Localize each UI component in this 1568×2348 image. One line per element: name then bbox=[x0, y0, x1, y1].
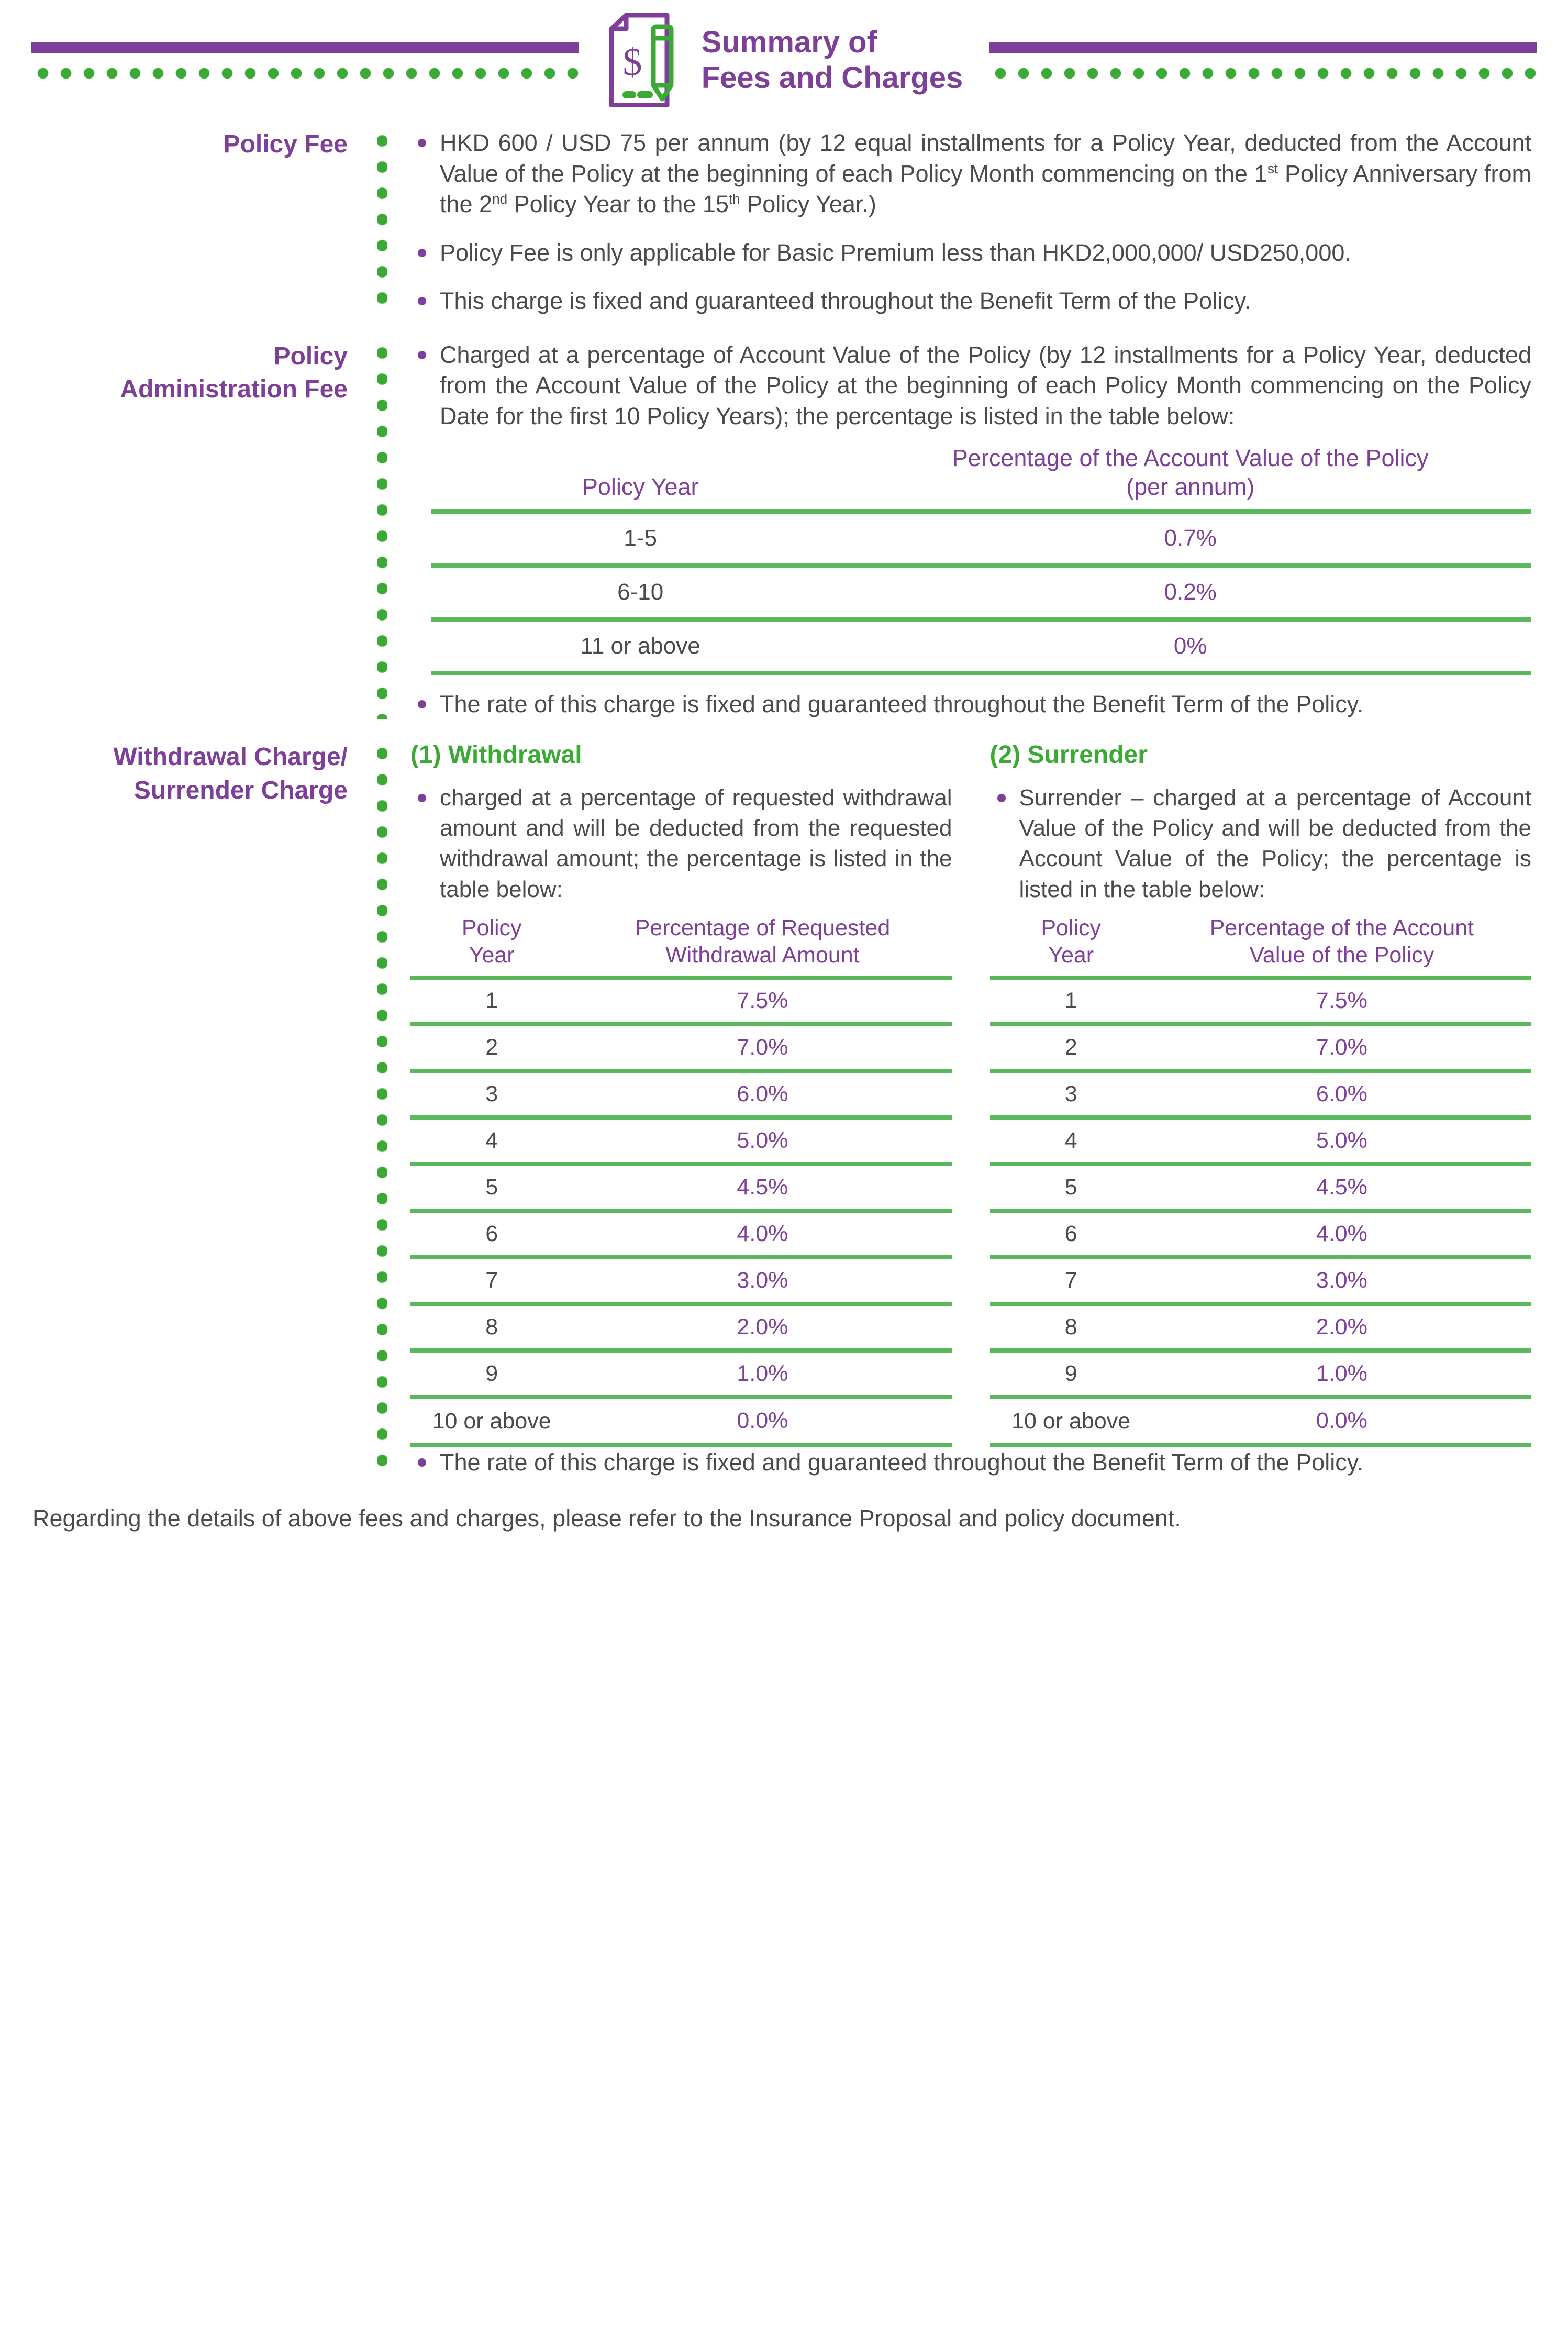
footer-note: Regarding the details of above fees and charges, please refer to the Insurance Proposal and policy document. bbox=[32, 1505, 1181, 1532]
header-rule-left bbox=[31, 42, 600, 79]
cell-percentage: 7.0% bbox=[1152, 1024, 1531, 1071]
list-item: Surrender – charged at a percentage of Account Value of the Policy and will be deducted from the Account Value of the Policy; the percentage is listed in the table below: bbox=[990, 783, 1532, 904]
table-row bbox=[431, 511, 1531, 565]
column-header-percentage-line-1: Percentage of the Account Value of the Policy bbox=[952, 445, 1429, 471]
cell-policy-year: 8 bbox=[410, 1304, 573, 1350]
header-center bbox=[600, 13, 969, 107]
cell-policy-year: 6 bbox=[410, 1211, 573, 1257]
table-row bbox=[410, 1211, 952, 1257]
header-dotted-rule-left bbox=[31, 68, 579, 79]
withdrawal-surrender-columns bbox=[410, 740, 1531, 1447]
section-body-policy-fee bbox=[398, 128, 1537, 317]
section-label-policy-fee: Policy Fee bbox=[223, 130, 348, 158]
page-title-line-1: Summary of bbox=[701, 25, 877, 59]
cell-percentage: 1.0% bbox=[1152, 1350, 1531, 1397]
policy-fee-bullet-list bbox=[410, 128, 1531, 317]
header-solid-rule-left bbox=[31, 42, 579, 53]
column-header-percentage-line-2: Value of the Policy bbox=[1249, 943, 1434, 968]
section-divider bbox=[366, 740, 398, 1478]
subheading-withdrawal: (1) Withdrawal bbox=[410, 741, 582, 769]
cell-policy-year: 1 bbox=[410, 978, 573, 1024]
column-header-percentage bbox=[1152, 912, 1531, 978]
table-header-row bbox=[410, 912, 952, 978]
svg-text:$: $ bbox=[622, 41, 642, 84]
list-item: Policy Fee is only applicable for Basic Premium less than HKD2,000,000/ USD250,000. bbox=[410, 238, 1531, 269]
cell-percentage: 2.0% bbox=[1152, 1304, 1531, 1350]
column-header-policy-year bbox=[410, 912, 573, 978]
list-item: charged at a percentage of requested withdrawal amount and will be deducted from the requested withdrawal amount; the percentage is listed in the table below: bbox=[410, 783, 952, 904]
policy-administration-fee-table-body bbox=[431, 511, 1531, 673]
withdrawal-column bbox=[410, 740, 952, 1447]
document-dollar-pencil-icon bbox=[605, 13, 684, 107]
cell-percentage: 1.0% bbox=[573, 1350, 952, 1397]
section-policy-administration-fee bbox=[31, 317, 1537, 720]
cell-percentage: 3.0% bbox=[1152, 1257, 1531, 1304]
column-header-percentage-line-2: (per annum) bbox=[1126, 473, 1255, 500]
table-header-row bbox=[431, 441, 1531, 511]
cell-policy-year: 10 or above bbox=[410, 1397, 573, 1445]
cell-percentage: 0.7% bbox=[849, 511, 1531, 565]
table-row bbox=[410, 1071, 952, 1117]
column-header-policy-year: Policy Year bbox=[582, 473, 699, 500]
column-header-policy-year-line-1: Policy bbox=[461, 915, 522, 940]
section-policy-fee bbox=[31, 120, 1537, 317]
document-body bbox=[0, 120, 1568, 1478]
table-row bbox=[990, 1304, 1532, 1350]
table-row bbox=[410, 1164, 952, 1211]
cell-policy-year: 7 bbox=[990, 1257, 1152, 1304]
cell-policy-year: 2 bbox=[410, 1024, 573, 1071]
section-label-withdrawal-surrender-charge bbox=[31, 740, 366, 807]
table-row bbox=[410, 1117, 952, 1164]
list-item: Charged at a percentage of Account Value of the Policy (by 12 installments for a Policy Year, deducted from the Account Value of the Policy at the beginning of each Policy Month commencing on the Policy Date for the first 10 Policy Years); the percentage is listed in the table below: bbox=[410, 340, 1531, 432]
cell-policy-year: 8 bbox=[990, 1304, 1152, 1350]
table-row bbox=[410, 1024, 952, 1071]
section-body-withdrawal-surrender-charge bbox=[398, 740, 1537, 1478]
table-row bbox=[431, 619, 1531, 673]
section-label-line-1: Policy bbox=[273, 342, 348, 370]
cell-percentage: 4.5% bbox=[1152, 1164, 1531, 1211]
cell-percentage: 5.0% bbox=[573, 1117, 952, 1164]
header-rule-right bbox=[968, 42, 1537, 79]
table-row bbox=[410, 1397, 952, 1445]
cell-percentage: 3.0% bbox=[573, 1257, 952, 1304]
page-header bbox=[0, 0, 1568, 120]
admin-fee-intro-list bbox=[410, 340, 1531, 432]
column-header-percentage bbox=[573, 912, 952, 978]
cell-policy-year: 6 bbox=[990, 1211, 1152, 1257]
column-header-policy-year-line-2: Year bbox=[469, 943, 515, 968]
cell-percentage: 2.0% bbox=[573, 1304, 952, 1350]
surrender-charge-table-body bbox=[990, 978, 1532, 1445]
admin-fee-outro-list bbox=[410, 689, 1531, 720]
withdrawal-surrender-outro-list bbox=[410, 1447, 1531, 1478]
list-item: HKD 600 / USD 75 per annum (by 12 equal installments for a Policy Year, deducted from the Account Value of the Policy at the beginning of each Policy Month commencing on the 1st Policy Anniversary from the 2nd Policy Year to the 15th Policy Year.) bbox=[410, 128, 1531, 220]
list-item: This charge is fixed and guaranteed throughout the Benefit Term of the Policy. bbox=[410, 286, 1531, 317]
dotted-divider-line bbox=[377, 740, 387, 1478]
table-row bbox=[410, 978, 952, 1024]
table-row bbox=[990, 1397, 1532, 1445]
surrender-bullet-list bbox=[990, 783, 1532, 904]
column-header-percentage-line-2: Withdrawal Amount bbox=[665, 943, 860, 968]
cell-percentage: 6.0% bbox=[573, 1071, 952, 1117]
table-row bbox=[431, 565, 1531, 619]
cell-percentage: 7.5% bbox=[573, 978, 952, 1024]
section-label-line-2: Surrender Charge bbox=[134, 776, 348, 804]
table-row bbox=[410, 1350, 952, 1397]
table-row bbox=[990, 1117, 1532, 1164]
table-row bbox=[990, 1071, 1532, 1117]
cell-policy-year: 4 bbox=[410, 1117, 573, 1164]
withdrawal-bullet-list bbox=[410, 783, 952, 904]
table-row bbox=[990, 978, 1532, 1024]
table-row bbox=[990, 1024, 1532, 1071]
section-withdrawal-surrender-charge bbox=[31, 719, 1537, 1478]
section-body-policy-administration-fee bbox=[398, 340, 1537, 720]
table-row bbox=[990, 1257, 1532, 1304]
section-divider bbox=[366, 128, 398, 317]
table-header-row bbox=[990, 912, 1532, 978]
table-row bbox=[990, 1164, 1532, 1211]
cell-policy-year: 1 bbox=[990, 978, 1152, 1024]
column-header-percentage-line-1: Percentage of the Account bbox=[1209, 915, 1474, 940]
cell-policy-year: 2 bbox=[990, 1024, 1152, 1071]
cell-percentage: 4.0% bbox=[573, 1211, 952, 1257]
dotted-divider-line bbox=[377, 128, 387, 317]
table-row bbox=[990, 1211, 1532, 1257]
cell-percentage: 4.5% bbox=[573, 1164, 952, 1211]
section-label-policy-administration-fee bbox=[31, 340, 366, 406]
cell-percentage: 0% bbox=[849, 619, 1531, 673]
cell-policy-year: 9 bbox=[990, 1350, 1152, 1397]
cell-percentage: 6.0% bbox=[1152, 1071, 1531, 1117]
page-title-line-2: Fees and Charges bbox=[701, 61, 963, 95]
header-solid-rule-right bbox=[989, 42, 1537, 53]
cell-policy-year: 6-10 bbox=[431, 565, 849, 619]
cell-policy-year: 1-5 bbox=[431, 511, 849, 565]
list-item: The rate of this charge is fixed and guaranteed throughout the Benefit Term of the Policy. bbox=[410, 689, 1531, 720]
cell-policy-year: 4 bbox=[990, 1117, 1152, 1164]
header-dotted-rule-right bbox=[989, 68, 1537, 79]
list-item: The rate of this charge is fixed and guaranteed throughout the Benefit Term of the Policy. bbox=[410, 1447, 1531, 1478]
cell-policy-year: 3 bbox=[410, 1071, 573, 1117]
cell-percentage: 7.0% bbox=[573, 1024, 952, 1071]
page-title bbox=[702, 25, 963, 96]
cell-policy-year: 9 bbox=[410, 1350, 573, 1397]
cell-policy-year: 5 bbox=[990, 1164, 1152, 1211]
cell-policy-year: 3 bbox=[990, 1071, 1152, 1117]
policy-administration-fee-table bbox=[431, 441, 1531, 675]
cell-policy-year: 10 or above bbox=[990, 1397, 1152, 1445]
surrender-column bbox=[990, 740, 1532, 1447]
cell-policy-year: 5 bbox=[410, 1164, 573, 1211]
table-row bbox=[410, 1304, 952, 1350]
table-row bbox=[990, 1350, 1532, 1397]
column-header-policy-year bbox=[990, 912, 1152, 978]
section-divider bbox=[366, 340, 398, 720]
table-row bbox=[410, 1257, 952, 1304]
cell-policy-year: 7 bbox=[410, 1257, 573, 1304]
cell-percentage: 7.5% bbox=[1152, 978, 1531, 1024]
cell-percentage: 4.0% bbox=[1152, 1211, 1531, 1257]
column-header-percentage-line-1: Percentage of Requested bbox=[635, 915, 891, 940]
cell-percentage: 5.0% bbox=[1152, 1117, 1531, 1164]
column-header-policy-year-line-1: Policy bbox=[1041, 915, 1102, 940]
subheading-surrender: (2) Surrender bbox=[989, 741, 1148, 769]
cell-percentage: 0.2% bbox=[849, 565, 1531, 619]
dotted-divider-line bbox=[377, 340, 387, 720]
cell-percentage: 0.0% bbox=[1152, 1397, 1531, 1445]
cell-percentage: 0.0% bbox=[573, 1397, 952, 1445]
withdrawal-charge-table-body bbox=[410, 978, 952, 1445]
column-header-percentage bbox=[849, 441, 1531, 511]
section-label-line-2: Administration Fee bbox=[120, 375, 348, 403]
section-label-line-1: Withdrawal Charge/ bbox=[113, 743, 348, 771]
column-header-policy-year-line-2: Year bbox=[1048, 943, 1094, 968]
cell-policy-year: 11 or above bbox=[431, 619, 849, 673]
withdrawal-charge-table bbox=[410, 912, 952, 1447]
surrender-charge-table bbox=[990, 912, 1532, 1447]
